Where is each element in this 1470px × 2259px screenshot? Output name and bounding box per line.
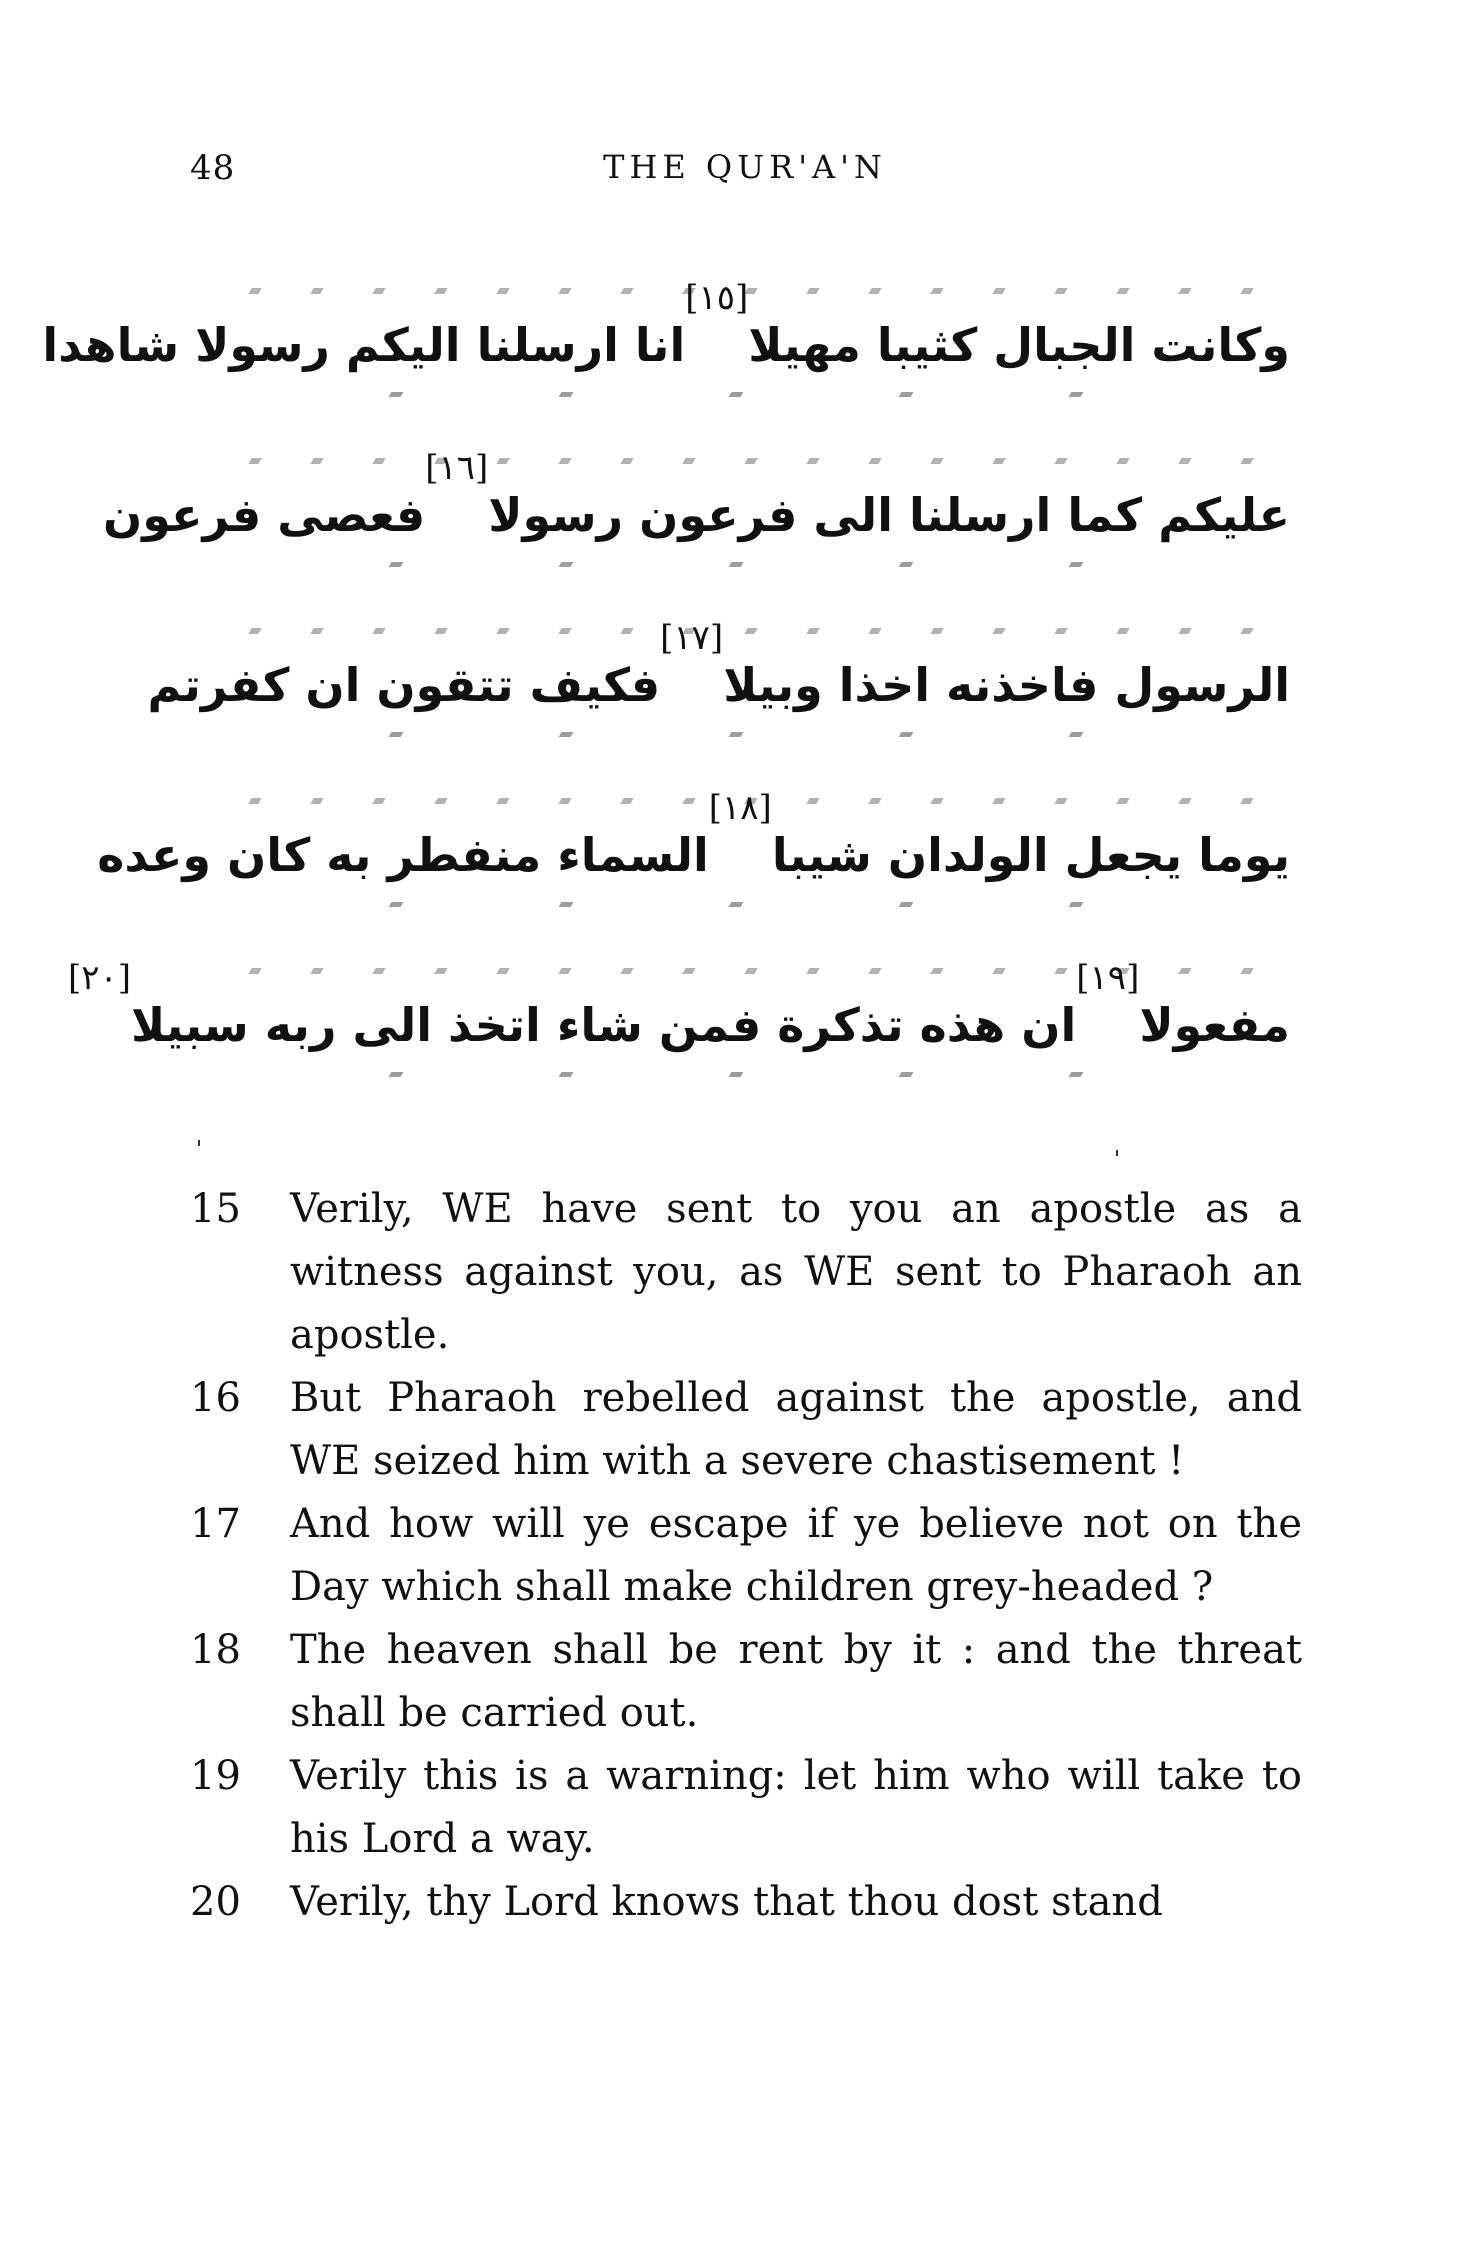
arabic-segment: عليكم كما ارسلنا الى فرعون رسولا bbox=[488, 488, 1290, 542]
verse bbox=[190, 1745, 1302, 1871]
arabic-line-text bbox=[67, 958, 1290, 1052]
verse-text: Verily, WE have sent to you an apostle as a witness against you, as WE sent to Pharaoh an apostle. bbox=[290, 1186, 1302, 1358]
verse-marker: [١٨] bbox=[708, 788, 772, 828]
arabic-segment: انا ارسلنا اليكم رسولا شاهدا bbox=[42, 318, 686, 372]
verse-number: 19 bbox=[190, 1753, 241, 1799]
verse-text: Verily this is a warning: let him who will take to his Lord a way. bbox=[290, 1753, 1302, 1862]
verse-number: 17 bbox=[190, 1501, 241, 1547]
arabic-line bbox=[97, 770, 1290, 940]
arabic-line-text bbox=[97, 788, 1290, 882]
verse-marker: [١٧] bbox=[660, 618, 724, 658]
diacritic-marks bbox=[218, 458, 1271, 464]
page-number: 48 bbox=[190, 148, 236, 188]
arabic-line-text bbox=[42, 278, 1290, 372]
verse-number: 18 bbox=[190, 1627, 241, 1673]
diacritic-marks bbox=[218, 628, 1271, 634]
verse-text: The heaven shall be rent by it : and the threat shall be carried out. bbox=[290, 1627, 1302, 1736]
arabic-line bbox=[42, 260, 1290, 430]
print-speck bbox=[1116, 1150, 1118, 1156]
arabic-line bbox=[103, 430, 1290, 600]
verse bbox=[190, 1178, 1302, 1367]
arabic-segment: فعصى فرعون bbox=[103, 488, 426, 542]
verse bbox=[190, 1619, 1302, 1745]
arabic-line-text bbox=[103, 448, 1290, 542]
arabic-segment: وكانت الجبال كثيبا مهيلا bbox=[748, 318, 1290, 372]
diacritic-marks-below bbox=[279, 902, 1212, 907]
verse-text: Verily, thy Lord knows that thou dost stand bbox=[290, 1879, 1163, 1925]
arabic-segment: فكيف تتقون ان كفرتم bbox=[147, 658, 661, 712]
arabic-text-block bbox=[42, 260, 1290, 1110]
diacritic-marks-below bbox=[279, 392, 1212, 397]
verse-text: But Pharaoh rebelled against the apostle, and WE seized him with a severe chastisement ! bbox=[290, 1375, 1302, 1484]
diacritic-marks-below bbox=[279, 1072, 1212, 1077]
diacritic-marks-below bbox=[279, 562, 1212, 567]
arabic-line-text bbox=[147, 618, 1290, 712]
running-title: THE QUR'A'N bbox=[603, 148, 887, 186]
verse-text: And how will ye escape if ye believe not on the Day which shall make children grey-headed ? bbox=[290, 1501, 1302, 1610]
verse-marker: [١٥] bbox=[685, 278, 749, 318]
verse-marker: [١٦] bbox=[425, 448, 489, 488]
verse bbox=[190, 1871, 1302, 1934]
verse bbox=[190, 1367, 1302, 1493]
page-header bbox=[190, 148, 1300, 198]
translation-block bbox=[190, 1178, 1302, 1934]
arabic-segment: ان هذه تذكرة فمن شاء اتخذ الى ربه سبيلا bbox=[131, 998, 1077, 1052]
arabic-segment: مفعولا bbox=[1139, 998, 1290, 1052]
verse bbox=[190, 1493, 1302, 1619]
arabic-segment: السماء منفطر به كان وعده bbox=[97, 828, 709, 882]
arabic-segment: يوما يجعل الولدان شيبا bbox=[771, 828, 1290, 882]
verse-marker: [١٩] bbox=[1076, 958, 1140, 998]
verse-marker-end: [٢٠] bbox=[67, 958, 132, 998]
arabic-line bbox=[67, 940, 1290, 1110]
diacritic-marks-below bbox=[279, 732, 1212, 737]
arabic-line bbox=[147, 600, 1290, 770]
print-speck bbox=[198, 1140, 200, 1146]
verse-number: 15 bbox=[190, 1186, 241, 1232]
arabic-segment: الرسول فاخذنه اخذا وبيلا bbox=[723, 658, 1290, 712]
verse-number: 20 bbox=[190, 1879, 241, 1925]
verse-number: 16 bbox=[190, 1375, 241, 1421]
